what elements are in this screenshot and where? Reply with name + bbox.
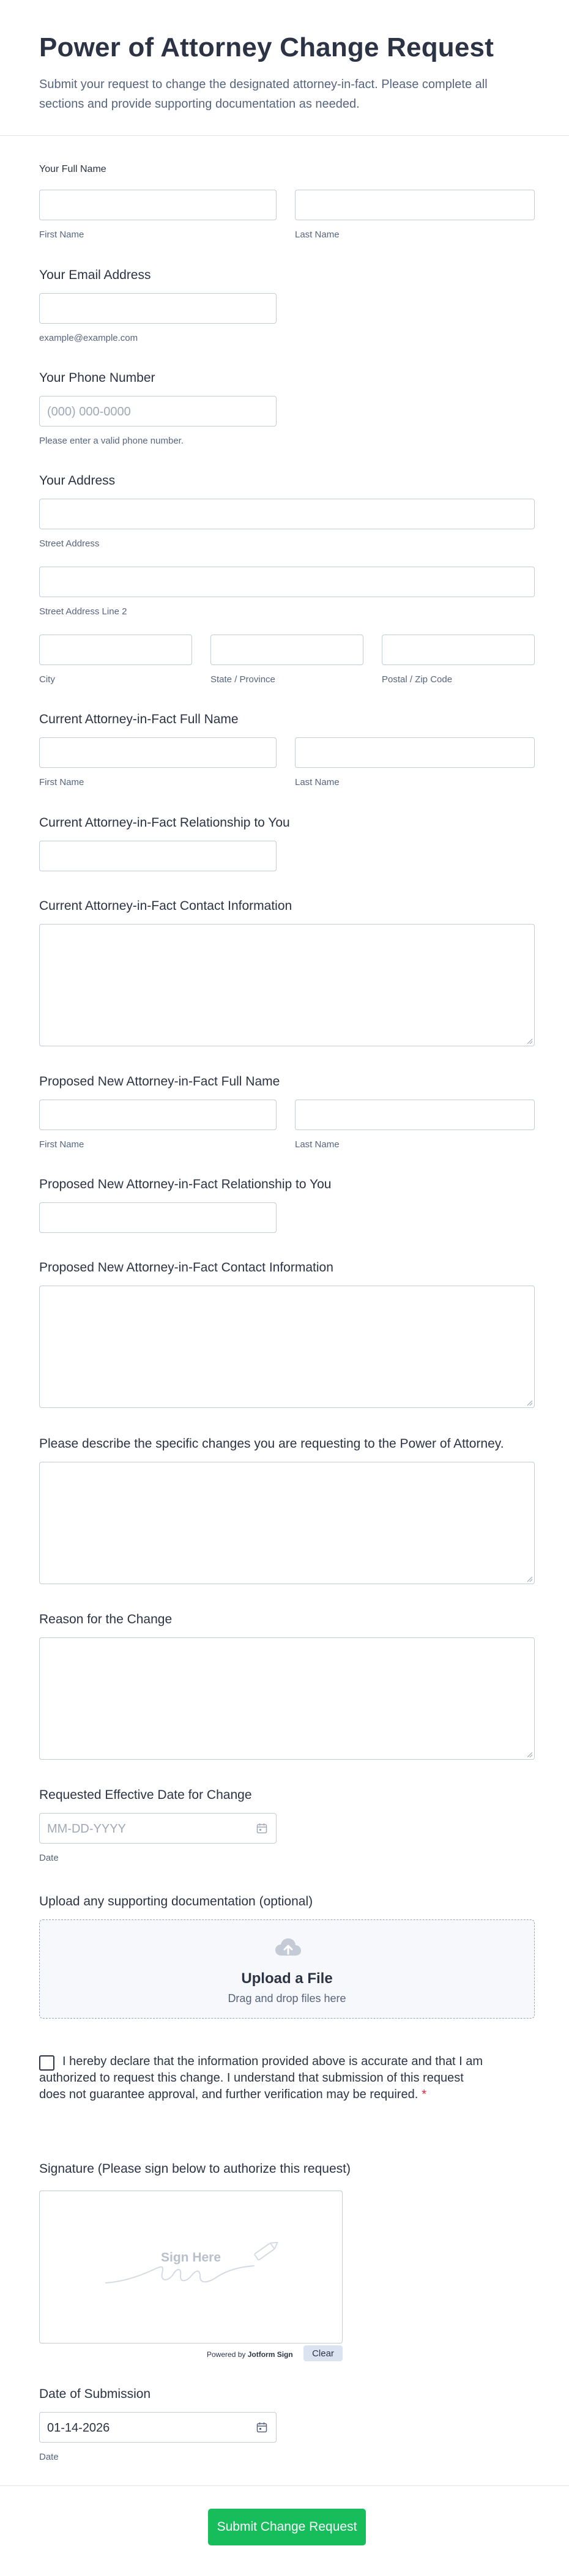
current-attorney-relationship-input[interactable]: [39, 841, 277, 871]
changes-label: Please describe the specific changes you are requesting to the Power of Attorney.: [39, 1437, 504, 1451]
current-attorney-name-label: Current Attorney-in-Fact Full Name: [39, 712, 239, 726]
submit-button[interactable]: Submit Change Request: [208, 2509, 366, 2545]
new-attorney-relationship-input[interactable]: [39, 1202, 277, 1233]
current-attorney-last-name-sublabel: Last Name: [295, 777, 340, 787]
current-attorney-first-name-sublabel: First Name: [39, 777, 84, 787]
street-address-input[interactable]: [39, 499, 535, 529]
street-address-2-input[interactable]: [39, 567, 535, 597]
powered-by-text: [207, 2350, 293, 2359]
email-label: Your Email Address: [39, 268, 151, 282]
first-name-input[interactable]: [39, 190, 277, 220]
new-attorney-first-name-sublabel: First Name: [39, 1139, 84, 1150]
postal-code-sublabel: Postal / Zip Code: [382, 674, 453, 685]
phone-placeholder: (000) 000-0000: [47, 405, 131, 419]
effective-date-placeholder: MM-DD-YYYY: [47, 1822, 126, 1836]
powered-by-brand: Jotform Sign: [247, 2350, 293, 2359]
declaration-text: [39, 2053, 486, 2103]
email-input[interactable]: [39, 293, 277, 324]
full-name-label: Your Full Name: [39, 164, 106, 174]
calendar-icon[interactable]: [256, 1823, 267, 1834]
file-upload-dropzone[interactable]: [39, 1919, 535, 2019]
last-name-input[interactable]: [295, 190, 535, 220]
current-attorney-contact-textarea[interactable]: [39, 924, 535, 1046]
upload-hint: Drag and drop files here: [228, 1992, 346, 2005]
current-attorney-contact-label: Current Attorney-in-Fact Contact Information: [39, 899, 292, 913]
new-attorney-contact-textarea[interactable]: [39, 1286, 535, 1408]
email-sublabel: example@example.com: [39, 333, 138, 343]
state-sublabel: State / Province: [210, 674, 275, 685]
cloud-upload-icon: [275, 1937, 302, 1959]
current-attorney-relationship-label: Current Attorney-in-Fact Relationship to You: [39, 816, 290, 830]
city-input[interactable]: [39, 635, 192, 665]
footer-divider: [0, 2485, 569, 2486]
current-attorney-first-name-input[interactable]: [39, 737, 277, 768]
current-attorney-last-name-input[interactable]: [295, 737, 535, 768]
phone-input[interactable]: [39, 396, 277, 426]
form-subtitle: Submit your request to change the designated attorney-in-fact. Please complete all sections and provide supporting documentation as needed.: [39, 78, 488, 111]
new-attorney-name-label: Proposed New Attorney-in-Fact Full Name: [39, 1074, 280, 1089]
calendar-icon[interactable]: [256, 2422, 267, 2433]
new-attorney-relationship-label: Proposed New Attorney-in-Fact Relationship to You: [39, 1177, 332, 1191]
required-mark: *: [422, 2088, 427, 2101]
first-name-sublabel: First Name: [39, 229, 84, 240]
form-title: Power of Attorney Change Request: [39, 32, 494, 62]
sign-here-placeholder: Sign Here: [160, 2250, 221, 2265]
last-name-sublabel: Last Name: [295, 229, 340, 240]
signature-label: Signature (Please sign below to authorize this request): [39, 2162, 351, 2176]
submission-date-label: Date of Submission: [39, 2387, 151, 2401]
upload-title: Upload a File: [241, 1970, 333, 1987]
phone-sublabel: Please enter a valid phone number.: [39, 436, 184, 446]
clear-signature-button[interactable]: Clear: [303, 2345, 343, 2361]
upload-label: Upload any supporting documentation (optional): [39, 1894, 313, 1908]
signature-scribble-icon: [40, 2191, 343, 2344]
effective-date-label: Requested Effective Date for Change: [39, 1788, 252, 1802]
declaration-body: I hereby declare that the information provided above is accurate and that I am authorized to request this change. I understand that submission of this request does not guarantee approval, and further verification may be required.: [39, 2055, 483, 2101]
reason-textarea[interactable]: [39, 1637, 535, 1760]
effective-date-sublabel: Date: [39, 1853, 59, 1863]
street-address-sublabel: Street Address: [39, 538, 100, 549]
signature-pad[interactable]: [39, 2191, 343, 2343]
effective-date-input[interactable]: [39, 1813, 277, 1844]
phone-label: Your Phone Number: [39, 371, 155, 385]
street-address-2-sublabel: Street Address Line 2: [39, 606, 127, 617]
city-sublabel: City: [39, 674, 55, 685]
new-attorney-contact-label: Proposed New Attorney-in-Fact Contact Information: [39, 1260, 333, 1275]
postal-code-input[interactable]: [382, 635, 535, 665]
submission-date-input[interactable]: [39, 2412, 277, 2443]
new-attorney-last-name-input[interactable]: [295, 1100, 535, 1130]
form-header: [0, 0, 569, 136]
address-label: Your Address: [39, 474, 116, 488]
submission-date-value: 01-14-2026: [47, 2421, 110, 2435]
powered-by-prefix: Powered by: [207, 2350, 246, 2359]
new-attorney-first-name-input[interactable]: [39, 1100, 277, 1130]
state-input[interactable]: [210, 635, 363, 665]
changes-textarea[interactable]: [39, 1462, 535, 1584]
reason-label: Reason for the Change: [39, 1612, 173, 1626]
submission-date-sublabel: Date: [39, 2452, 59, 2462]
new-attorney-last-name-sublabel: Last Name: [295, 1139, 340, 1150]
